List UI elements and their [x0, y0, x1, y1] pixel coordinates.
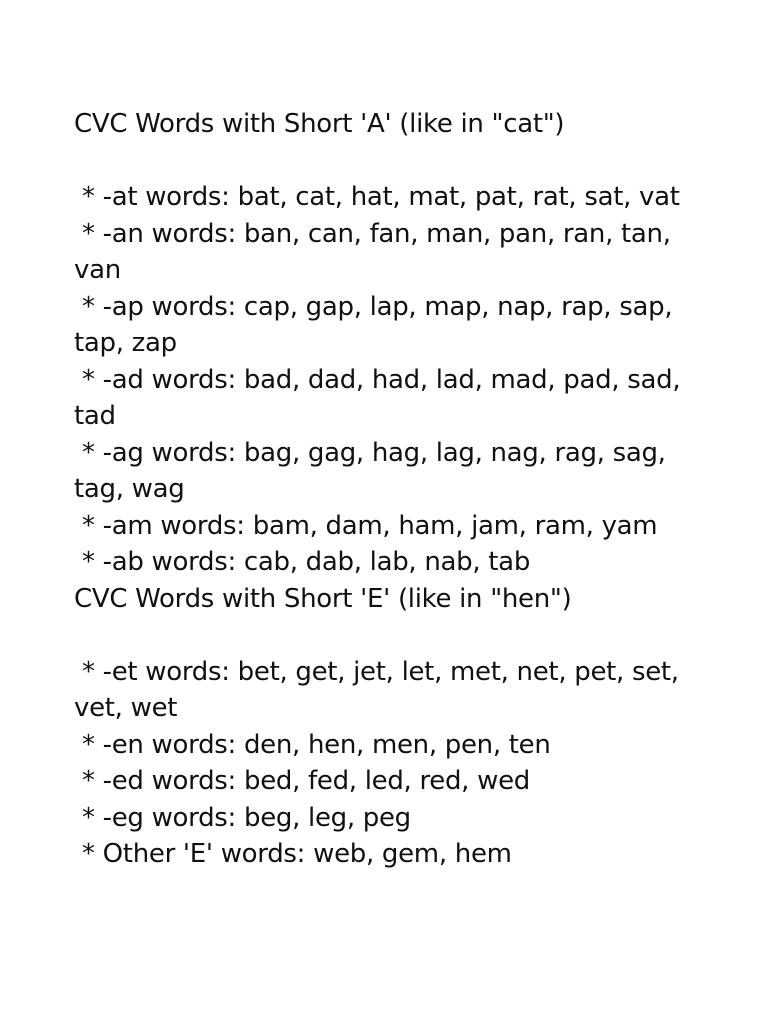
item-label: -eg words: [102, 802, 237, 833]
list-item [74, 179, 714, 216]
item-label: -et words: [102, 656, 230, 687]
bullet-marker: * [74, 656, 103, 687]
item-label: Other 'E' words: [102, 839, 306, 869]
item-words: bam, dam, ham, jam, ram, yam [252, 510, 658, 541]
blank-line [74, 617, 714, 654]
item-words: bed, fed, led, red, wed [243, 766, 530, 796]
list-item [74, 362, 714, 435]
list-item [74, 800, 714, 837]
item-words: bag, gag, hag, lag, nag, rag, sag, tag, wag [74, 437, 666, 504]
bullet-marker: * [74, 291, 103, 322]
section-heading: CVC Words with Short 'A' (like in "cat") [74, 109, 565, 139]
item-label: -ag words: [102, 437, 236, 468]
section-short-a [74, 106, 714, 581]
item-label: -ed words: [102, 766, 237, 796]
bullet-marker: * [74, 547, 103, 577]
item-words: den, hen, men, pen, ten [243, 729, 551, 760]
bullet-marker: * [74, 839, 103, 869]
list-item [74, 654, 714, 727]
item-words: ban, can, fan, man, pan, ran, tan, van [74, 218, 671, 285]
item-label: -ap words: [102, 291, 236, 322]
list-item [74, 216, 714, 289]
bullet-marker: * [74, 364, 103, 395]
item-label: -at words: [102, 182, 230, 212]
word-list [74, 654, 714, 873]
item-words: cap, gap, lap, map, nap, rap, sap, tap, zap [74, 291, 673, 358]
item-words: bet, get, jet, let, met, net, pet, set, vet, wet [74, 656, 679, 723]
list-item [74, 289, 714, 362]
item-label: -am words: [102, 510, 245, 541]
section-short-e [74, 581, 714, 873]
item-words: web, gem, hem [313, 839, 512, 869]
list-item [74, 544, 714, 581]
document-body [74, 106, 714, 873]
bullet-marker: * [74, 766, 103, 796]
item-label: -en words: [102, 729, 236, 760]
bullet-marker: * [74, 729, 103, 760]
item-label: -ad words: [102, 364, 236, 395]
item-label: -ab words: [102, 547, 236, 577]
list-item [74, 763, 714, 800]
list-item [74, 836, 714, 873]
bullet-marker: * [74, 802, 103, 833]
blank-line [74, 143, 714, 180]
list-item [74, 508, 714, 545]
section-heading: CVC Words with Short 'E' (like in "hen") [74, 583, 572, 614]
list-item [74, 727, 714, 764]
bullet-marker: * [74, 437, 103, 468]
item-label: -an words: [102, 218, 236, 249]
item-words: cab, dab, lab, nab, tab [243, 547, 531, 577]
item-words: bat, cat, hat, mat, pat, rat, sat, vat [237, 182, 680, 212]
bullet-marker: * [74, 182, 103, 212]
list-item [74, 435, 714, 508]
item-words: bad, dad, had, lad, mad, pad, sad, tad [74, 364, 681, 431]
item-words: beg, leg, peg [243, 802, 411, 833]
bullet-marker: * [74, 510, 103, 541]
bullet-marker: * [74, 218, 103, 249]
word-list [74, 179, 714, 581]
